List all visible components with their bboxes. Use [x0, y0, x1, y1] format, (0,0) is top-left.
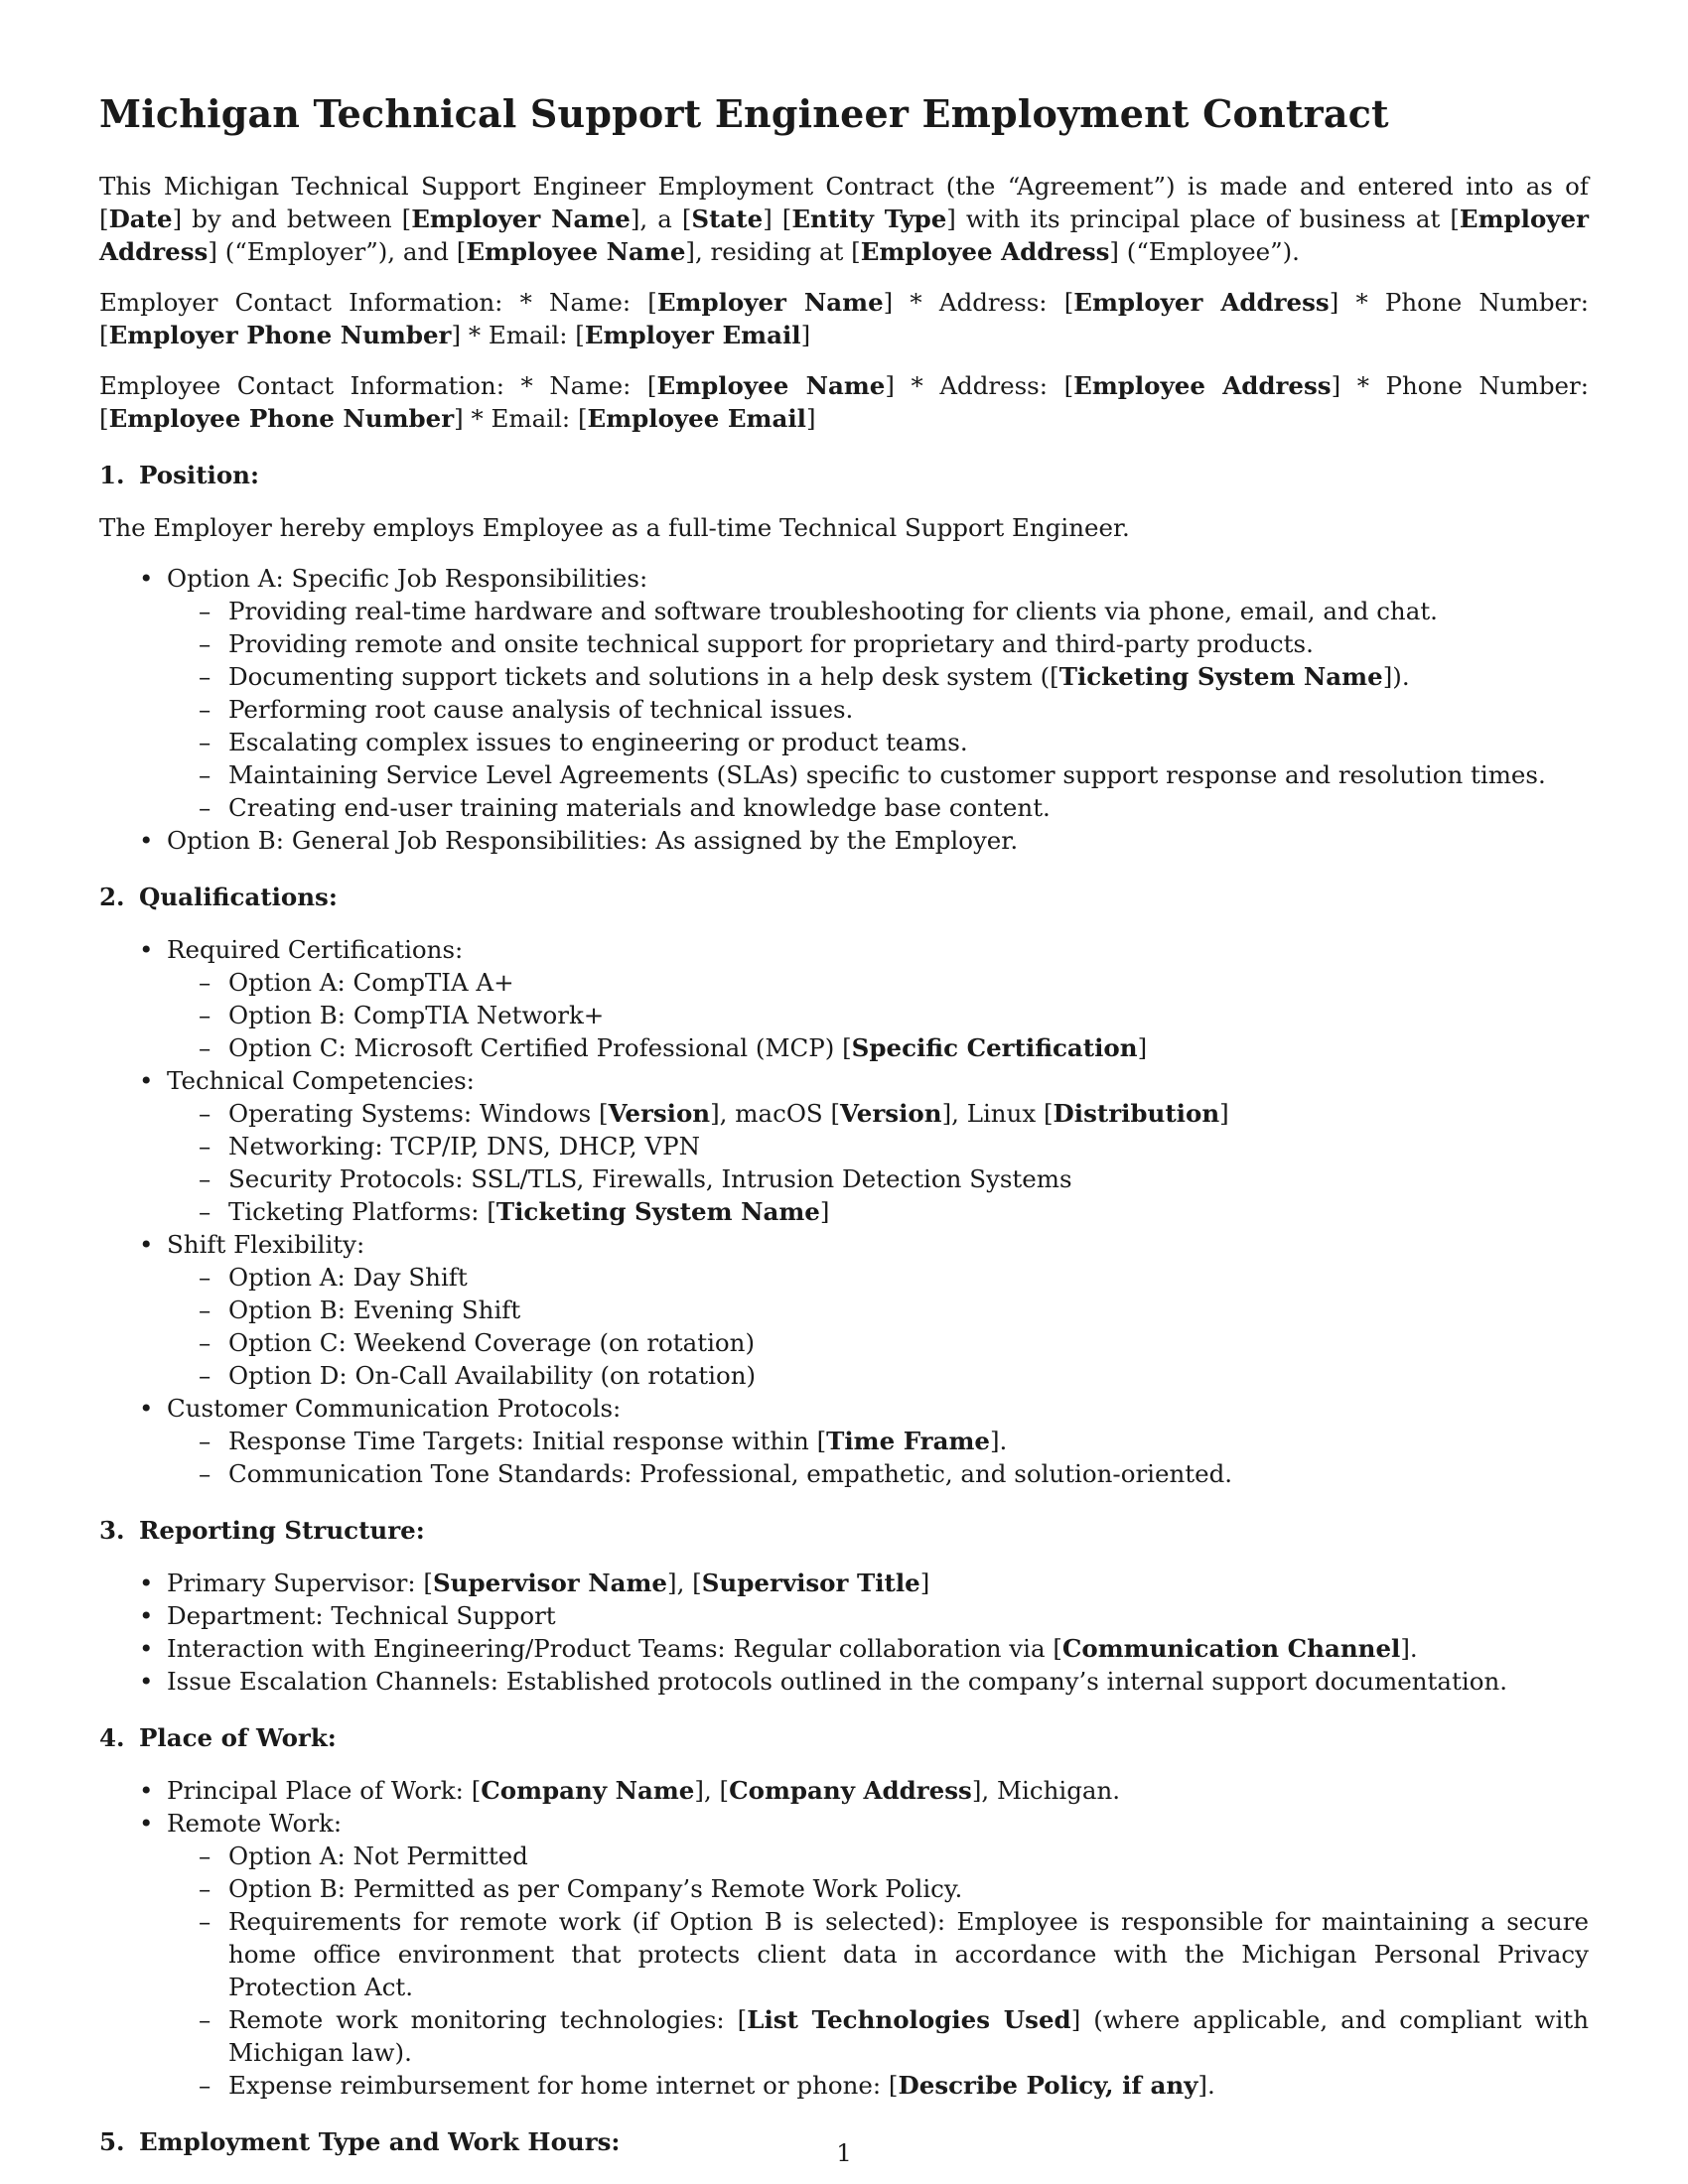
list-item: • Primary Supervisor: [Supervisor Name], [Supervisor Title]: [99, 1567, 1589, 1599]
position-list: [99, 562, 1589, 857]
section-heading-qualifications: 2. Qualifications:: [99, 883, 338, 911]
list-item: – Maintaining Service Level Agreements (SLAs) specific to customer support response and resolution times.: [167, 758, 1589, 791]
list-item: – Option B: Permitted as per Company’s Remote Work Policy.: [167, 1872, 1589, 1905]
list-item: – Documenting support tickets and solutions in a help desk system ([Ticketing System Name]).: [167, 660, 1589, 693]
list-item: – Option C: Microsoft Certified Professional (MCP) [Specific Certification]: [167, 1031, 1589, 1064]
list-item: – Option B: CompTIA Network+: [167, 999, 1589, 1031]
list-item: – Communication Tone Standards: Professional, empathetic, and solution-oriented.: [167, 1457, 1589, 1490]
reporting-list: [99, 1567, 1589, 1698]
document-title: Michigan Technical Support Engineer Employment Contract: [99, 91, 1389, 136]
list-item: – Option A: Day Shift: [167, 1261, 1589, 1294]
section-heading-position: 1. Position:: [99, 461, 260, 489]
list-item: – Operating Systems: Windows [Version], macOS [Version], Linux [Distribution]: [167, 1097, 1589, 1130]
list-item: • Technical Competencies: – Operating Systems: Windows [Version], macOS [Version], Linux [Distribution] – Networking: TCP/IP, DNS, DHCP, VPN – Security Protocols: SSL/TLS, Firewalls, Intrusion Detection Systems – Ticketing Platforms: [Ticketing System Name]: [99, 1064, 1589, 1228]
list-item: • Required Certifications: – Option A: CompTIA A+ – Option B: CompTIA Network+ – Option C: Microsoft Certified Professional (MCP) [Specific Certification]: [99, 933, 1589, 1064]
list-item: – Option B: Evening Shift: [167, 1294, 1589, 1326]
list-item: – Ticketing Platforms: [Ticketing System Name]: [167, 1195, 1589, 1228]
list-item: • Interaction with Engineering/Product Teams: Regular collaboration via [Communication Channel].: [99, 1632, 1589, 1665]
list-item: • Issue Escalation Channels: Established protocols outlined in the company’s internal support documentation.: [99, 1665, 1589, 1698]
intro-paragraph: This Michigan Technical Support Engineer Employment Contract (the “Agreement”) is made and entered into as of [Date] by and between [Employer Name], a [State] [Entity Type] with its principal place of business at [Employer Address] (“Employer”), and [Employee Name], residing at [Employee Address] (“Employee”).: [99, 172, 1590, 266]
list-item: – Requirements for remote work (if Option B is selected): Employee is responsible for maintaining a secure home office environment that protects client data in accordance with the Michigan Personal Privacy Protection Act.: [167, 1905, 1589, 2003]
list-item: • Option B: General Job Responsibilities: As assigned by the Employer.: [99, 824, 1589, 857]
list-item: – Option A: CompTIA A+: [167, 966, 1589, 999]
list-item: • Department: Technical Support: [99, 1599, 1589, 1632]
list-item: – Response Time Targets: Initial response within [Time Frame].: [167, 1425, 1589, 1457]
list-item: – Security Protocols: SSL/TLS, Firewalls, Intrusion Detection Systems: [167, 1162, 1589, 1195]
list-item: – Escalating complex issues to engineering or product teams.: [167, 726, 1589, 758]
list-item: • Remote Work: – Option A: Not Permitted – Option B: Permitted as per Company’s Remote Work Policy. – Requirements for remote work (if Option B is selected): Employee is responsible for maintaining a secure home office environment that protects client data in accordance with the Michigan Personal Privacy Protection Act. – Remote work monitoring technologies: [List Technologies Used] (where applicable, and compliant with Michigan law). – Expense reimbursement for home internet or phone: [Describe Policy, if any].: [99, 1807, 1589, 2102]
list-item: – Creating end-user training materials and knowledge base content.: [167, 791, 1589, 824]
section-heading-reporting: 3. Reporting Structure:: [99, 1516, 425, 1545]
contract-page: [99, 91, 1589, 2178]
list-item: – Providing remote and onsite technical support for proprietary and third-party products.: [167, 627, 1589, 660]
employee-contact-paragraph: Employee Contact Information: * Name: [Employee Name] * Address: [Employee Address] * Phone Number: [Employee Phone Number] * Email: [Employee Email]: [99, 371, 1589, 433]
list-item: – Option D: On-Call Availability (on rotation): [167, 1359, 1589, 1392]
list-item: – Expense reimbursement for home internet or phone: [Describe Policy, if any].: [167, 2069, 1589, 2102]
list-item: • Customer Communication Protocols: – Response Time Targets: Initial response within [Time Frame]. – Communication Tone Standards: Professional, empathetic, and solution-oriented.: [99, 1392, 1589, 1490]
page-number: 1: [836, 2138, 852, 2167]
section-heading-employment-type: 5. Employment Type and Work Hours:: [99, 2127, 621, 2156]
list-item: • Shift Flexibility: – Option A: Day Shift – Option B: Evening Shift – Option C: Weekend Coverage (on rotation) – Option D: On-Call Availability (on rotation): [99, 1228, 1589, 1392]
list-item: – Providing real-time hardware and software troubleshooting for clients via phone, email, and chat.: [167, 595, 1589, 627]
position-text: The Employer hereby employs Employee as a full-time Technical Support Engineer.: [99, 513, 1130, 542]
list-item: • Option A: Specific Job Responsibilities: – Providing real-time hardware and software troubleshooting for clients via phone, email, and chat. – Providing remote and onsite technical support for proprietary and third-party products. – Documenting support tickets and solutions in a help desk system ([Ticketing System Name]). – Performing root cause analysis of technical issues. – Escalating complex issues to engineering or product teams. – Maintaining Service Level Agreements (SLAs) specific to customer support response and resolution times. – Creating end-user training materials and knowledge base content.: [99, 562, 1589, 824]
employer-contact-paragraph: Employer Contact Information: * Name: [Employer Name] * Address: [Employer Address] * Phone Number: [Employer Phone Number] * Email: [Employer Email]: [99, 288, 1589, 349]
section-heading-place-of-work: 4. Place of Work:: [99, 1723, 337, 1752]
qualifications-list: [99, 933, 1589, 1490]
list-item: – Remote work monitoring technologies: [List Technologies Used] (where applicable, and compliant with Michigan law).: [167, 2003, 1589, 2069]
list-item: – Networking: TCP/IP, DNS, DHCP, VPN: [167, 1130, 1589, 1162]
list-item: • Principal Place of Work: [Company Name], [Company Address], Michigan.: [99, 1774, 1589, 1807]
place-of-work-list: [99, 1774, 1589, 2102]
list-item: – Option A: Not Permitted: [167, 1840, 1589, 1872]
list-item: – Option C: Weekend Coverage (on rotation): [167, 1326, 1589, 1359]
list-item: – Performing root cause analysis of technical issues.: [167, 693, 1589, 726]
